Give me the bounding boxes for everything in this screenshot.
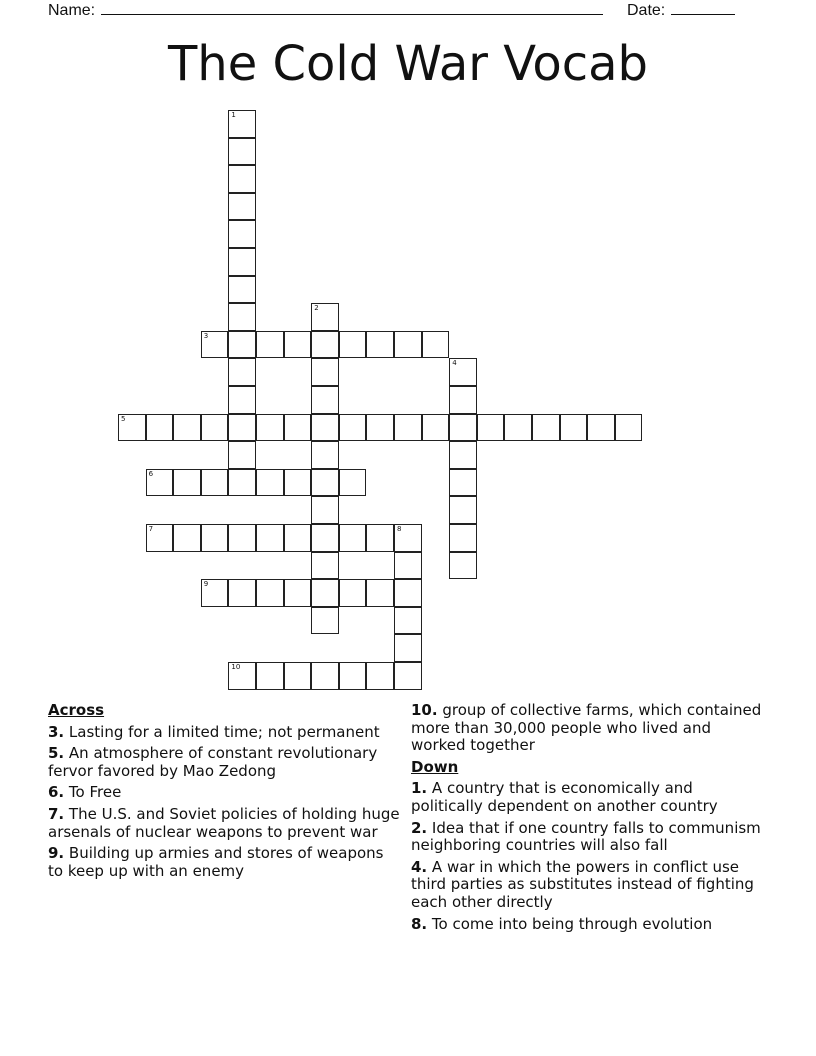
clue-text: Idea that if one country falls to communism neighboring countries will also fall	[411, 818, 761, 855]
crossword-cell[interactable]	[366, 414, 394, 442]
crossword-cell[interactable]	[311, 496, 339, 524]
crossword-cell[interactable]	[339, 524, 367, 552]
crossword-cell[interactable]	[228, 414, 256, 442]
clues-left-column	[48, 702, 403, 884]
clue-number: 7.	[48, 804, 65, 823]
cell-number: 2	[314, 304, 319, 313]
cell-number: 10	[231, 663, 241, 671]
crossword-cell[interactable]	[366, 579, 394, 607]
crossword-cell[interactable]	[256, 662, 284, 690]
crossword-cell[interactable]	[173, 469, 201, 497]
crossword-cell[interactable]	[504, 414, 532, 442]
crossword-cell[interactable]	[311, 358, 339, 386]
clue-text: A country that is economically and politically dependent on another country	[411, 779, 718, 815]
crossword-cell[interactable]	[256, 331, 284, 359]
crossword-cell[interactable]	[587, 414, 615, 442]
crossword-cell[interactable]	[228, 110, 256, 138]
clue-number: 3.	[48, 722, 65, 741]
clue-text: group of collective farms, which contained more than 30,000 people who lived and worked together	[411, 701, 762, 755]
across-clue	[48, 784, 403, 802]
crossword-cell[interactable]	[228, 303, 256, 331]
crossword-cell[interactable]	[394, 607, 422, 635]
crossword-cell[interactable]	[449, 386, 477, 414]
cell-number: 8	[397, 525, 402, 533]
clue-text: The U.S. and Soviet policies of holding huge arsenals of nuclear weapons to prevent war	[48, 804, 400, 841]
cell-number: 5	[121, 414, 126, 423]
cell-number: 6	[148, 469, 154, 478]
clue-number: 4.	[411, 857, 428, 876]
crossword-cell[interactable]	[228, 276, 256, 304]
crossword-cell[interactable]	[228, 524, 256, 552]
crossword-cell[interactable]	[228, 248, 256, 276]
crossword-cell[interactable]	[422, 414, 450, 442]
crossword-cell[interactable]	[173, 524, 201, 552]
clue-text: A war in which the powers in conflict use third parties as substitutes instead of fighting each other directly	[411, 857, 754, 911]
crossword-cell[interactable]	[394, 662, 422, 690]
crossword-cell[interactable]	[228, 579, 256, 607]
clue-number: 6.	[48, 783, 65, 802]
crossword-cell[interactable]	[146, 469, 174, 497]
crossword-cell[interactable]	[311, 441, 339, 469]
crossword-cell[interactable]	[228, 165, 256, 193]
across-clue	[411, 702, 763, 755]
down-clue	[411, 859, 763, 912]
crossword-cell[interactable]	[615, 414, 643, 442]
crossword-cell[interactable]	[201, 579, 229, 607]
crossword-cell[interactable]	[394, 552, 422, 580]
crossword-cell[interactable]	[311, 331, 339, 359]
crossword-cell[interactable]	[284, 469, 312, 497]
crossword-cell[interactable]	[201, 414, 229, 442]
crossword-cell[interactable]	[311, 469, 339, 497]
clue-number: 8.	[411, 914, 428, 933]
crossword-cell[interactable]	[532, 414, 560, 442]
clue-number: 2.	[411, 818, 428, 837]
crossword-cell[interactable]	[366, 524, 394, 552]
crossword-cell[interactable]	[394, 579, 422, 607]
clue-number: 5.	[48, 744, 65, 763]
crossword-cell[interactable]	[366, 662, 394, 690]
crossword-cell[interactable]	[284, 414, 312, 442]
crossword-cell[interactable]	[228, 358, 256, 386]
crossword-cell[interactable]	[256, 469, 284, 497]
clue-text: Lasting for a limited time; not permanent	[68, 722, 380, 741]
crossword-cell[interactable]	[311, 414, 339, 442]
crossword-cell[interactable]	[311, 303, 339, 331]
crossword-cell[interactable]	[394, 331, 422, 359]
crossword-cell[interactable]	[284, 331, 312, 359]
crossword-cell[interactable]	[394, 524, 422, 552]
clue-number: 9.	[48, 844, 65, 863]
crossword-cell[interactable]	[201, 331, 229, 359]
crossword-cell[interactable]	[311, 662, 339, 690]
crossword-cell[interactable]	[339, 331, 367, 359]
page-title: The Cold War Vocab	[167, 36, 649, 92]
crossword-cell[interactable]	[339, 662, 367, 690]
crossword-cell[interactable]	[366, 331, 394, 359]
crossword-cell[interactable]	[256, 414, 284, 442]
clue-text: Building up armies and stores of weapons to keep up with an enemy	[48, 844, 384, 880]
clue-number: 10.	[411, 701, 438, 719]
down-clue	[411, 780, 763, 815]
cell-number: 7	[148, 525, 154, 533]
crossword-cell[interactable]	[201, 524, 229, 552]
crossword-cell[interactable]	[449, 552, 477, 580]
crossword-cell[interactable]	[311, 524, 339, 552]
crossword-cell[interactable]	[256, 579, 284, 607]
crossword-cell[interactable]	[449, 496, 477, 524]
down-clue	[411, 820, 763, 855]
down-clue	[411, 916, 763, 934]
cell-number: 3	[203, 331, 209, 340]
crossword-cell[interactable]	[477, 414, 505, 442]
crossword-cell[interactable]	[228, 441, 256, 469]
crossword-cell[interactable]	[394, 414, 422, 442]
crossword-cell[interactable]	[228, 331, 256, 359]
crossword-cell[interactable]	[228, 193, 256, 221]
crossword-cell[interactable]	[311, 579, 339, 607]
clue-text: To come into being through evolution	[431, 914, 713, 933]
crossword-cell[interactable]	[228, 220, 256, 248]
crossword-cell[interactable]	[284, 524, 312, 552]
across-clue	[48, 724, 403, 742]
across-clue	[48, 845, 403, 880]
crossword-cell[interactable]	[449, 358, 477, 386]
across-clue	[48, 806, 403, 841]
crossword-cell[interactable]	[311, 552, 339, 580]
down-heading: Down	[411, 757, 459, 776]
crossword-cell[interactable]	[146, 524, 174, 552]
crossword-cell[interactable]	[228, 138, 256, 166]
cell-number: 9	[203, 580, 209, 589]
name-label: Name:	[48, 2, 96, 19]
crossword-cell[interactable]	[311, 386, 339, 414]
clues-right-column	[411, 702, 763, 937]
crossword-cell[interactable]	[201, 469, 229, 497]
crossword-cell[interactable]	[228, 662, 256, 690]
crossword-cell[interactable]	[284, 579, 312, 607]
crossword-cell[interactable]	[311, 607, 339, 635]
crossword-cell[interactable]	[449, 414, 477, 442]
cell-number: 1	[231, 111, 236, 119]
across-heading: Across	[48, 701, 105, 719]
across-clue	[48, 745, 403, 780]
crossword-cell[interactable]	[449, 469, 477, 497]
crossword-cell[interactable]	[449, 441, 477, 469]
crossword-cell[interactable]	[284, 662, 312, 690]
clue-text: An atmosphere of constant revolutionary fervor favored by Mao Zedong	[48, 744, 378, 780]
crossword-cell[interactable]	[394, 634, 422, 662]
crossword-cell[interactable]	[118, 414, 146, 442]
crossword-cell[interactable]	[339, 414, 367, 442]
crossword-cell[interactable]	[173, 414, 201, 442]
crossword-cell[interactable]	[339, 469, 367, 497]
crossword-cell[interactable]	[228, 386, 256, 414]
crossword-cell[interactable]	[560, 414, 588, 442]
clue-text: To Free	[68, 783, 122, 802]
crossword-cell[interactable]	[228, 469, 256, 497]
crossword-cell[interactable]	[256, 524, 284, 552]
crossword-cell[interactable]	[146, 414, 174, 442]
date-label: Date:	[627, 2, 666, 19]
crossword-cell[interactable]	[422, 331, 450, 359]
crossword-cell[interactable]	[449, 524, 477, 552]
cell-number: 4	[452, 359, 457, 368]
crossword-cell[interactable]	[339, 579, 367, 607]
clue-number: 1.	[411, 779, 428, 798]
